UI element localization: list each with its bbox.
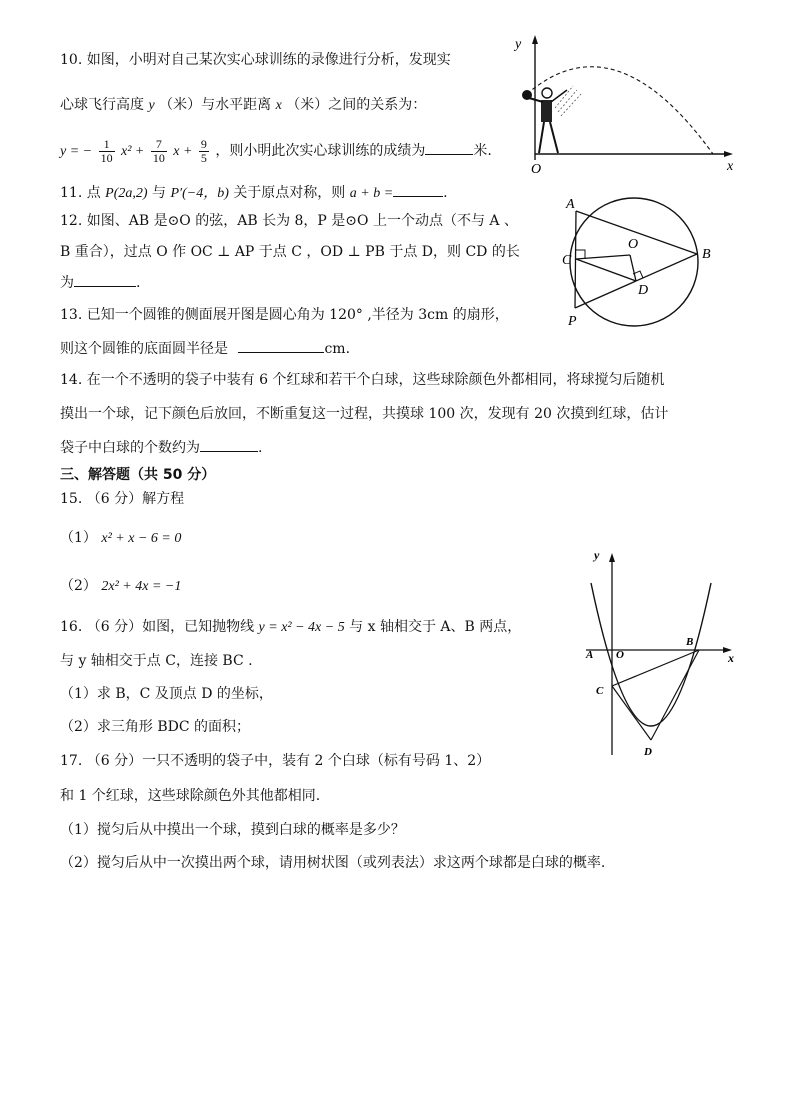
q11-line — [60, 182, 448, 204]
q16-line1 — [60, 617, 521, 638]
q13-text: cm. — [324, 341, 351, 357]
expr: a + b = — [349, 186, 394, 201]
q17-part1: （1）搅匀后从中摸出一个球，摸到白球的概率是多少？ — [60, 822, 405, 838]
label-a: A — [586, 649, 594, 661]
axis-label-x: x — [727, 159, 734, 174]
label-c: C — [562, 253, 572, 268]
q14-line3 — [60, 437, 262, 458]
segment-cd — [612, 686, 651, 740]
axis-label-y: y — [594, 548, 600, 562]
segment-od — [630, 255, 636, 281]
person-arm — [551, 90, 567, 102]
q12-text: 为 — [60, 275, 74, 291]
q11-text: 11. 点 — [60, 185, 101, 201]
answer-blank — [74, 272, 136, 287]
q10-text: 米. — [473, 143, 492, 159]
point-p: P(2a,2) — [105, 186, 148, 201]
label-d: D — [644, 746, 652, 758]
q14-line2: 摸出一个球，记下颜色后放回，不断重复这一过程，共摸球 100 次，发现有 20 次摸到红球，估计 — [60, 406, 669, 422]
frac-den: 10 — [152, 150, 165, 165]
person-leg — [550, 122, 558, 153]
segment-bd — [651, 650, 699, 740]
equation: 2x² + 4x = −1 — [101, 579, 182, 594]
q10-equation — [60, 136, 492, 167]
q10-text: 心球飞行高度 — [60, 97, 144, 113]
q10-line1: 10. 如图，小明对自己某次实心球训练的录像进行分析，发现实 — [60, 52, 451, 68]
var-y: y — [148, 98, 155, 113]
q10-text: （米）与水平距离 — [159, 97, 272, 113]
q16-text: 与 x 轴相交于 A、B 两点， — [349, 619, 522, 635]
q16-line2: 与 y 轴相交于点 C，连接 BC . — [60, 653, 253, 669]
label-o: O — [616, 649, 624, 661]
part-label: （2） — [60, 578, 97, 594]
frac-num: 7 — [151, 138, 167, 152]
point-p-prime: P′(−4，b) — [170, 186, 229, 201]
q15-part2 — [60, 576, 181, 597]
answer-blank — [238, 338, 324, 353]
answer-blank — [200, 437, 258, 452]
axis-label-x: x — [728, 651, 734, 665]
q16-part2: （2）求三角形 BDC 的面积； — [60, 719, 251, 735]
answer-blank — [425, 140, 473, 155]
q13-line2 — [60, 338, 350, 359]
frac-den: 10 — [100, 150, 113, 165]
segment-oc — [576, 255, 630, 259]
equation: x² + x − 6 = 0 — [101, 531, 182, 546]
label-b: B — [702, 247, 711, 262]
frac-num: 1 — [99, 138, 115, 152]
fraction — [199, 138, 209, 165]
q14-text: 袋子中白球的个数约为 — [60, 440, 200, 456]
segment-bc — [612, 650, 699, 686]
person-head — [542, 88, 552, 98]
section-heading: 三、解答题（共 50 分） — [60, 467, 216, 483]
y-axis-arrow — [532, 35, 538, 44]
right-angle-c — [576, 250, 585, 259]
q16-part1: （1）求 B，C 及顶点 D 的坐标， — [60, 686, 273, 702]
x-axis-arrow — [724, 151, 733, 157]
label-a: A — [566, 197, 575, 212]
q14-line1: 14. 在一个不透明的袋子中装有 6 个红球和若干个白球，这些球除颜色外都相同，将球搅匀后随机 — [60, 372, 665, 388]
q14-text: . — [258, 440, 263, 456]
part-label: （1） — [60, 530, 97, 546]
q15-part1 — [60, 528, 181, 549]
fraction — [151, 138, 167, 165]
q13-text: 则这个圆锥的底面圆半径是 — [60, 341, 228, 357]
q10-text: ，则小明此次实心球训练的成绩为 — [215, 143, 426, 159]
eq-term: x² + — [121, 144, 145, 159]
person-arm — [529, 98, 543, 102]
q13-line1: 13. 已知一个圆锥的侧面展开图是圆心角为 120° ,半径为 3cm 的扇形， — [60, 307, 509, 323]
label-d: D — [638, 283, 649, 298]
q10-line2 — [60, 95, 426, 116]
segment-cd — [576, 259, 636, 281]
motion-lines — [555, 86, 581, 116]
answer-blank — [393, 182, 443, 197]
label-b: B — [686, 636, 694, 648]
q15-title: 15. （6 分）解方程 — [60, 491, 185, 507]
q11-text: . — [443, 185, 448, 201]
label-o: O — [628, 237, 639, 252]
person-body — [541, 100, 552, 122]
q12-line2: B 重合），过点 O 作 OC ⊥ AP 于点 C ，OD ⊥ PB 于点 D，则 CD 的长 — [60, 244, 520, 260]
fraction — [99, 138, 115, 165]
circle-figure — [548, 188, 728, 336]
parabola-equation: y = x² − 4x − 5 — [258, 620, 345, 635]
q17-line1: 17. （6 分）一只不透明的袋子中，装有 2 个白球（标有号码 1、2） — [60, 753, 491, 769]
eq-lead: y = − — [60, 144, 93, 159]
q12-line1: 12. 如图、AB 是⊙O 的弦，AB 长为 8，P 是⊙O 上一个动点（不与 A 、 — [60, 213, 518, 229]
parabola-curve — [591, 583, 711, 726]
frac-den: 5 — [200, 150, 207, 165]
label-p: P — [568, 314, 577, 329]
q12-line3 — [60, 272, 140, 293]
q17-part2: （2）搅匀后从中一次摸出两个球，请用树状图（或列表法）求这两个球都是白球的概率. — [60, 855, 606, 871]
origin-label: O — [531, 162, 542, 175]
q11-text: 与 — [152, 185, 167, 201]
y-axis-arrow — [609, 553, 615, 562]
label-c: C — [596, 685, 604, 697]
frac-num: 9 — [200, 136, 207, 151]
var-x: x — [275, 98, 282, 113]
parabola-figure — [578, 545, 743, 760]
eq-term: x + — [173, 144, 193, 159]
q17-line2: 和 1 个红球，这些球除颜色外其他都相同. — [60, 788, 321, 804]
axis-label-y: y — [515, 37, 522, 52]
q11-text: 关于原点对称，则 — [233, 185, 346, 201]
shot-put-figure — [505, 30, 745, 175]
q10-text: （米）之间的关系为： — [286, 97, 427, 113]
person-leg — [539, 122, 544, 153]
q12-text: . — [136, 275, 141, 291]
q16-text: 16. （6 分）如图，已知抛物线 — [60, 619, 255, 635]
